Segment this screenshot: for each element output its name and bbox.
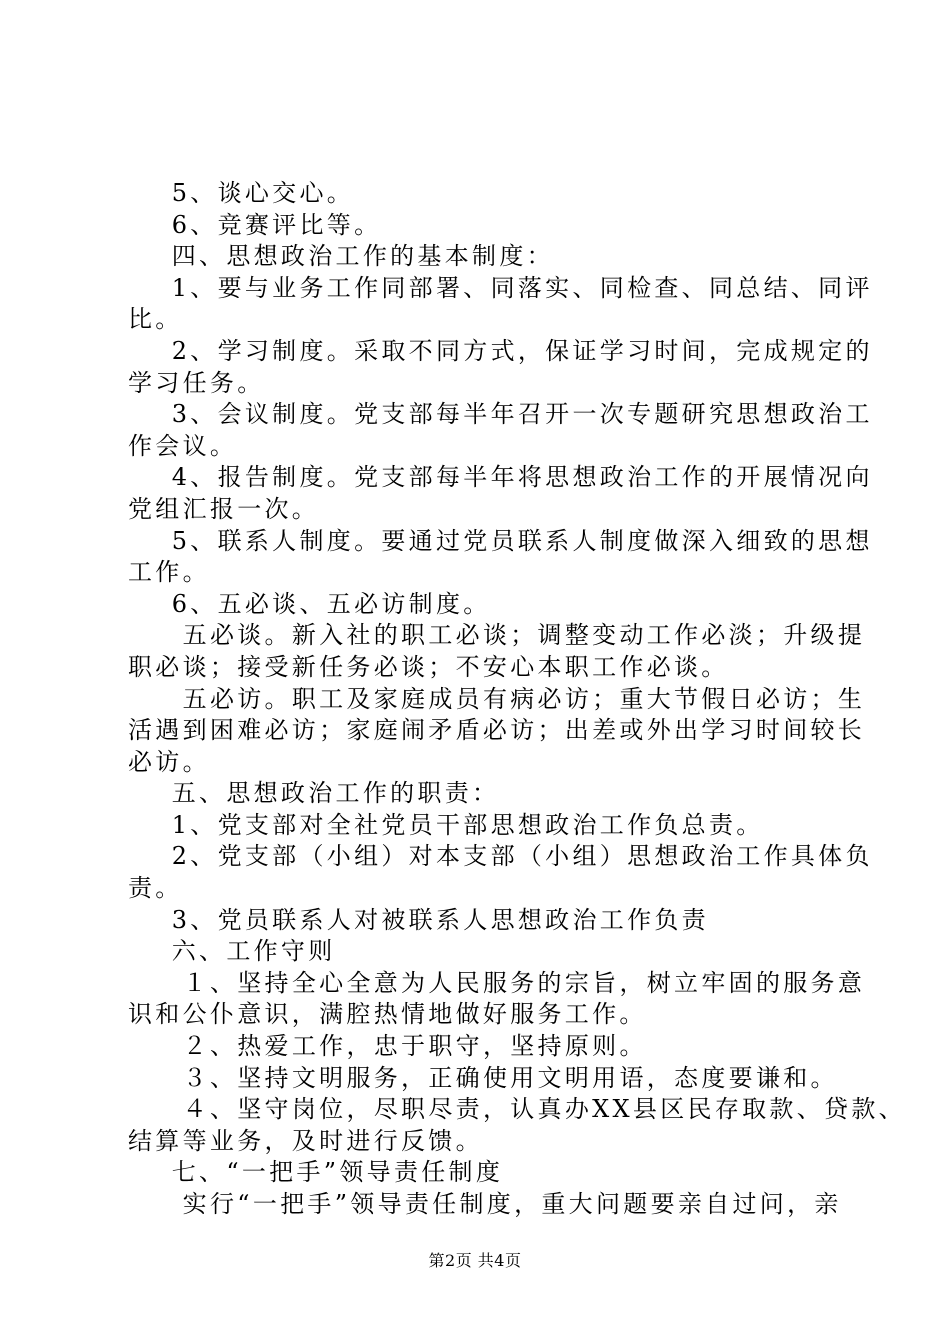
- text-line: 学习任务。: [128, 368, 265, 397]
- text-line: 5、谈心交心。: [128, 179, 355, 207]
- text-line: ３、坚持文明服务，正确使用文明用语，态度要谦和。: [128, 1063, 838, 1092]
- section-heading: 六、工作守则: [128, 937, 336, 966]
- text-line: １、坚持全心全意为人民服务的宗旨，树立牢固的服务意: [128, 968, 866, 997]
- text-line: 职必谈；接受新任务必谈；不安心本职工作必谈。: [128, 652, 729, 681]
- text-line: 活遇到困难必访；家庭闹矛盾必访；出差或外出学习时间较长: [128, 716, 866, 745]
- text-line: 必访。: [128, 747, 210, 776]
- text-line: 3、党员联系人对被联系人思想政治工作负责: [128, 905, 709, 934]
- text-line: ４、坚守岗位，尽职尽责，认真办XX县区民存取款、贷款、: [128, 1095, 906, 1124]
- document-body: [128, 178, 906, 1221]
- text-line: 6、五必谈、五必访制度。: [128, 589, 491, 618]
- text-line: ２、热爱工作，忠于职守，坚持原则。: [128, 1032, 647, 1061]
- text-line: 责。: [128, 874, 183, 903]
- text-line: 6、竞赛评比等。: [128, 210, 382, 239]
- text-line: 工作。: [128, 558, 210, 587]
- text-line: 五必谈。新入社的职工必谈；调整变动工作必淡；升级提: [128, 621, 866, 650]
- text-line: 结算等业务，及时进行反馈。: [128, 1126, 483, 1155]
- text-line: 作会议。: [128, 431, 238, 460]
- text-line: 5、联系人制度。要通过党员联系人制度做深入细致的思想: [128, 526, 873, 555]
- text-line: 2、党支部（小组）对本支部（小组）思想政治工作具体负: [128, 842, 873, 871]
- text-line: 党组汇报一次。: [128, 494, 320, 523]
- section-heading: 五、思想政治工作的职责：: [128, 779, 500, 808]
- section-heading: 七、“一把手”领导责任制度: [128, 1158, 504, 1187]
- text-line: 4、报告制度。党支部每半年将思想政治工作的开展情况向: [128, 463, 873, 492]
- text-line: 1、要与业务工作同部署、同落实、同检查、同总结、同评: [128, 273, 873, 302]
- text-line: 识和公仆意识，满腔热情地做好服务工作。: [128, 1000, 647, 1029]
- text-line: 3、会议制度。党支部每半年召开一次专题研究思想政治工: [128, 400, 873, 429]
- text-line: 实行“一把手”领导责任制度，重大问题要亲自过问，亲: [128, 1190, 842, 1218]
- text-line: 2、学习制度。采取不同方式，保证学习时间，完成规定的: [128, 336, 873, 365]
- text-line: 五必访。职工及家庭成员有病必访；重大节假日必访；生: [128, 684, 866, 713]
- page-number-footer: 第2页 共4页: [428, 1251, 522, 1270]
- text-line: 1、党支部对全社党员干部思想政治工作负总责。: [128, 810, 764, 839]
- text-line: 比。: [128, 305, 183, 334]
- section-heading: 四、思想政治工作的基本制度：: [128, 242, 554, 271]
